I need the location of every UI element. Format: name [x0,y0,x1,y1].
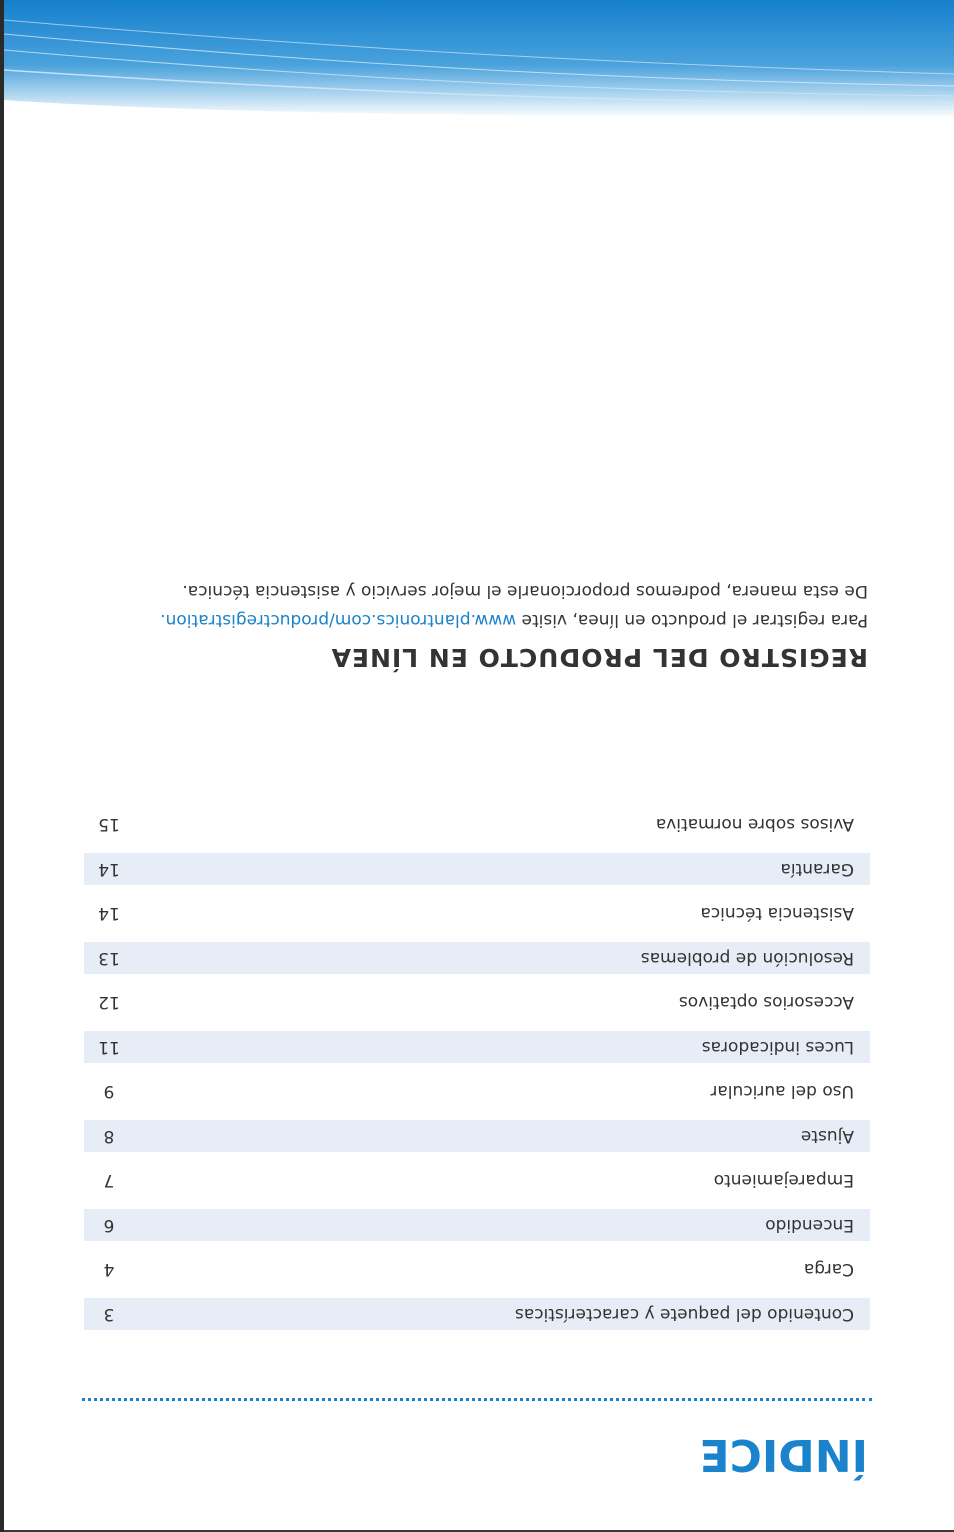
page-edge-right [0,0,4,1532]
toc-row[interactable] [84,1120,870,1152]
toc-page-number: 15 [98,814,120,835]
toc-label: Avisos sobre normativa [655,814,854,835]
toc-page-number: 6 [103,1215,115,1235]
toc-row[interactable] [84,1165,870,1197]
toc-page-number: 9 [103,1081,115,1102]
toc-label: Uso del auricular [710,1081,854,1102]
toc-row[interactable] [84,1209,870,1241]
toc-page-number: 14 [98,859,120,879]
toc-label: Emparejamiento [713,1170,854,1191]
index-title: ÍNDICE [699,1429,868,1480]
toc-label: Carga [803,1259,854,1280]
registration-title: REGISTRO DEL PRODUCTO EN LÍNEA [330,643,868,672]
toc-row[interactable] [84,987,870,1019]
toc-page-number: 14 [98,903,120,924]
registration-text [78,576,868,634]
toc-page-number: 3 [103,1304,115,1324]
toc-row[interactable] [84,853,870,885]
registration-intro: Para registrar el producto en línea, visite [516,610,868,630]
toc-label: Encendido [765,1215,854,1235]
toc-page-number: 7 [103,1170,115,1191]
registration-line-2: De esta manera, podremos proporcionarle el mejor servicio y asistencia técnica. [182,581,868,601]
registration-line-1 [78,605,868,634]
toc-page-number: 8 [103,1126,115,1146]
toc-row[interactable] [84,942,870,974]
toc-page-number: 13 [98,948,120,968]
registration-link[interactable]: www.plantronics.com/productregistration. [160,610,517,630]
toc-row[interactable] [84,1298,870,1330]
toc-page-number: 4 [103,1259,115,1280]
toc-label: Asistencia técnica [700,903,854,924]
toc-row[interactable] [84,1076,870,1108]
toc-label: Contenido del paquete y características [514,1304,854,1324]
toc-page-number: 11 [98,1037,120,1057]
header-banner [4,0,954,130]
toc-label: Ajuste [800,1126,854,1146]
toc-row[interactable] [84,809,870,841]
toc-label: Luces indicadoras [701,1037,854,1057]
toc-row[interactable] [84,1031,870,1063]
toc-row[interactable] [84,898,870,930]
table-of-contents [84,796,870,1330]
toc-label: Garantía [780,859,854,879]
toc-page-number: 12 [98,992,120,1013]
banner-graphic [4,0,954,130]
toc-row[interactable] [84,1254,870,1286]
toc-label: Resolución de problemas [640,948,854,968]
toc-label: Accesorios optativos [678,992,854,1013]
index-divider [82,1398,872,1401]
